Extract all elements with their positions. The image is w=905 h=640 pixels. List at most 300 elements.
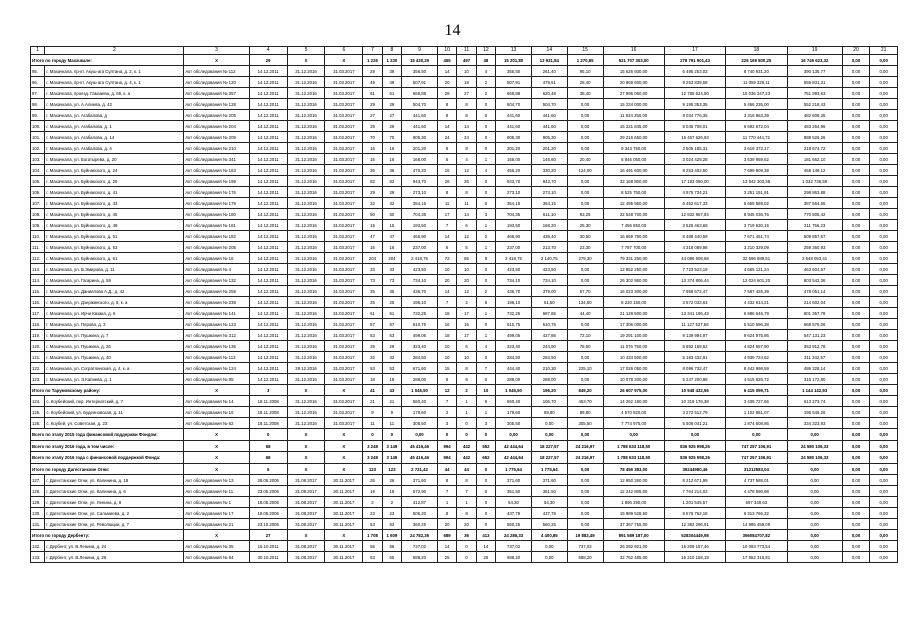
table-cell: 0 [437, 429, 456, 441]
address-cell: г. Дербент, ул. В.Ленина, д. 26 [45, 552, 184, 563]
table-cell: 905,30 [402, 132, 438, 143]
table-cell: X [184, 452, 249, 464]
table-cell: 14.12.2011 [249, 297, 287, 308]
row-number: 129. [31, 497, 45, 508]
table-cell: 61 [363, 308, 382, 319]
row-number: 116. [31, 297, 45, 308]
table-cell: 0 [457, 552, 476, 563]
table-cell: 57,70 [567, 286, 603, 297]
table-cell: 56 [382, 541, 401, 552]
table-cell: 610,75 [496, 319, 532, 330]
table-cell: 0,00 [870, 121, 898, 132]
table-cell: 499,06 [402, 330, 438, 341]
column-index-cell: 19 [787, 47, 842, 55]
table-cell: X [287, 55, 325, 66]
table-cell: 14.12.2011 [249, 209, 287, 220]
table-cell: 1 [476, 220, 495, 231]
table-cell: 7 671 451,74 [726, 231, 787, 242]
table-cell: 30.11.2017 [325, 486, 363, 497]
table-cell: 0,00 [870, 209, 898, 220]
table-cell: 5 [476, 297, 495, 308]
table-cell: 53 [382, 363, 401, 374]
table-cell: 31.03.2017 [325, 341, 363, 352]
table-cell: 11 127 527,56 [664, 319, 725, 330]
table-cell: 8 [437, 187, 456, 198]
table-cell: 210,30 [531, 363, 567, 374]
table-cell: 371,60 [531, 475, 567, 486]
table-cell: 0,00 [842, 220, 870, 231]
table-cell: 0 [457, 541, 476, 552]
table-cell: 4 [476, 341, 495, 352]
table-cell: 0,00 [842, 418, 870, 429]
table-cell: 8 045 708,01 [664, 121, 725, 132]
table-cell: 31.03.2017 [325, 165, 363, 176]
table-row [31, 121, 898, 132]
column-index-row [31, 47, 898, 55]
table-cell: 10 319 176,38 [664, 396, 725, 407]
table-cell: Акт обследования № 123 [184, 319, 249, 330]
table-cell: Акт обследования № 128 [184, 99, 249, 110]
table-row [31, 77, 898, 88]
table-cell: 734,10 [402, 275, 438, 286]
column-index-cell: 16 [603, 47, 664, 55]
table-cell: 196,10 [402, 297, 438, 308]
table-cell: 19 883,49 [567, 530, 603, 541]
table-cell: 14.12.2011 [249, 110, 287, 121]
table-cell: 14.12.2011 [249, 275, 287, 286]
table-cell: 10 [437, 264, 456, 275]
table-row [31, 88, 898, 99]
table-cell: 31.03.2017 [325, 110, 363, 121]
table-cell: 3 438 727,66 [726, 396, 787, 407]
table-cell: 70 [363, 132, 382, 143]
table-cell: 734,10 [496, 275, 532, 286]
table-cell: 21 [382, 396, 401, 407]
table-cell: 2 418,75 [496, 253, 532, 264]
table-cell: 31.12.2016 [287, 88, 325, 99]
table-cell: Акт обследования № 136 [184, 341, 249, 352]
table-cell: 0,00 [567, 176, 603, 187]
table-cell: 11 [382, 418, 401, 429]
table-cell: 747 257 106,91 [726, 452, 787, 464]
table-cell: 29 [249, 55, 287, 66]
table-cell: 32 [363, 352, 382, 363]
table-cell: 50 [382, 209, 401, 220]
table-cell: 305,50 [567, 418, 603, 429]
table-cell: 8 [476, 253, 495, 264]
table-cell: 30.11.2017 [325, 508, 363, 519]
table-cell: 31.03.2017 [325, 297, 363, 308]
column-index-cell: 18 [726, 47, 787, 55]
table-cell: 560,40 [496, 396, 532, 407]
table-cell: 31.03.2017 [325, 275, 363, 286]
table-cell: 30.11.2017 [325, 497, 363, 508]
table-cell: 3 024 428,28 [664, 154, 725, 165]
table-cell: 14 985 459,09 [726, 519, 787, 530]
table-cell: 6 [437, 242, 456, 253]
table-cell: 483 264,96 [787, 121, 842, 132]
table-cell: 53 [363, 330, 382, 341]
table-cell: 0,00 [870, 253, 898, 264]
table-cell: 11 [457, 198, 476, 209]
table-cell: 3 149 [382, 452, 401, 464]
table-row [31, 541, 898, 552]
table-cell: Акт обследования № 1 [184, 497, 249, 508]
row-number: 101. [31, 132, 45, 143]
table-cell: 15 [437, 363, 456, 374]
table-row [31, 242, 898, 253]
table-cell: Акт обследования № 124 [184, 363, 249, 374]
table-cell: 14.12.2011 [249, 242, 287, 253]
table-cell: 14.12.2011 [249, 187, 287, 198]
table-cell: 311 342,57 [787, 352, 842, 363]
table-cell: 16 745 623,32 [787, 55, 842, 66]
table-cell: 166,00 [496, 154, 532, 165]
table-row [31, 308, 898, 319]
table-cell: 1 [476, 330, 495, 341]
table-cell: 4 318 089,98 [664, 242, 725, 253]
table-cell: 19 291 100,00 [603, 330, 664, 341]
column-index-cell: 9 [402, 47, 438, 55]
table-cell: 1 788 633 118,50 [603, 452, 664, 464]
table-cell: 1 708 [363, 530, 382, 541]
table-cell: 48 [476, 55, 495, 66]
table-cell: 23.10.2006 [249, 519, 287, 530]
table-cell: 31.08.2017 [287, 475, 325, 486]
table-cell: 0,00 [870, 341, 898, 352]
table-cell: 5 466 235,00 [726, 99, 787, 110]
table-cell: 6 415 099,71 [726, 385, 787, 396]
table-cell: 547 131,23 [787, 330, 842, 341]
table-cell: 22 548 700,00 [603, 209, 664, 220]
table-cell: 1 [457, 396, 476, 407]
table-cell: 671,60 [402, 363, 438, 374]
table-cell: 24 216,97 [567, 452, 603, 464]
table-cell: 8 [457, 475, 476, 486]
table-cell: 68 [249, 441, 287, 452]
table-row [31, 165, 898, 176]
table-cell: 18.05.2006 [249, 497, 287, 508]
table-cell: 836 925 998,26 [664, 441, 725, 452]
table-cell: 305,50 [496, 418, 532, 429]
table-cell: 14.12.2011 [249, 319, 287, 330]
table-cell: 2 [382, 497, 401, 508]
table-cell: 0,00 [567, 198, 603, 209]
table-cell: 0,00 [496, 429, 532, 441]
table-cell: 0,00 [870, 396, 898, 407]
table-cell: 10 434 500,00 [603, 352, 664, 363]
table-cell: Акт обследования № 113 [184, 352, 249, 363]
table-cell: 0,00 [842, 319, 870, 330]
table-cell: 0,00 [870, 66, 898, 77]
column-index-cell: 13 [496, 47, 532, 55]
table-cell: 479,51 [531, 77, 567, 88]
table-cell: Акт обследования № 199 [184, 176, 249, 187]
table-cell: 5 247 200,88 [664, 374, 725, 385]
table-cell: 801 357,78 [787, 308, 842, 319]
row-number: 128. [31, 486, 45, 497]
table-cell: 31.12.2016 [287, 352, 325, 363]
table-cell: 0 [476, 519, 495, 530]
table-cell: 288,00 [531, 374, 567, 385]
address-cell: г. Махачкала, ул. Пушкина, д. 26 [45, 341, 184, 352]
table-cell: Акт обследования № 11 [184, 486, 249, 497]
table-cell: 27 [249, 530, 287, 541]
table-cell: 7 958 672,47 [664, 286, 725, 297]
table-cell: X [287, 464, 325, 475]
table-cell: 2 [476, 77, 495, 88]
table-row [31, 275, 898, 286]
table-cell: 204 [363, 253, 382, 264]
table-cell: 620,48 [531, 88, 567, 99]
table-cell: 0,00 [402, 429, 438, 441]
table-cell: 0,00 [842, 429, 870, 441]
table-cell: 737,02 [402, 541, 438, 552]
table-cell: 0,00 [870, 385, 898, 396]
table-cell: 3 210 329,09 [726, 242, 787, 253]
table-cell: 572,90 [402, 486, 438, 497]
table-cell: 0,00 [567, 132, 603, 143]
table-cell: 14.12.2011 [249, 77, 287, 88]
table-row [31, 519, 898, 530]
table-cell: 284,50 [496, 352, 532, 363]
table-cell: 0,00 [842, 330, 870, 341]
table-cell: 1 [437, 497, 456, 508]
table-cell: 943,70 [531, 176, 567, 187]
table-cell: 351,50 [496, 486, 532, 497]
table-cell: 31.08.2017 [287, 497, 325, 508]
table-cell: 5 [457, 242, 476, 253]
table-cell: 4 737 588,01 [726, 475, 787, 486]
table-cell: 8 253 402,50 [664, 165, 725, 176]
table-cell: 13 942 303,38 [726, 176, 787, 187]
table-cell: 16 209 157,46 [664, 541, 725, 552]
table-cell: 610,75 [531, 319, 567, 330]
table-cell: 14 [437, 66, 456, 77]
table-cell: Акт обследования № 180 [184, 209, 249, 220]
table-cell: 444,40 [496, 363, 532, 374]
table-cell: 36 [363, 165, 382, 176]
table-cell: 12 495 950,00 [603, 198, 664, 209]
table-cell: 31.12.2016 [287, 154, 325, 165]
table-cell: 10 [457, 66, 476, 77]
table-cell: 0,00 [787, 530, 842, 541]
table-cell: 16 [382, 143, 401, 154]
table-cell: 78,50 [567, 341, 603, 352]
table-cell: 14.12.2011 [249, 220, 287, 231]
table-cell: 15 [363, 220, 382, 231]
table-cell: 0,00 [870, 374, 898, 385]
table-cell: 0,00 [567, 486, 603, 497]
table-cell: 31.12.2016 [287, 77, 325, 88]
table-cell: 7 587 426,39 [726, 286, 787, 297]
table-cell: 39244980,46 [664, 464, 725, 475]
table-cell: 0,00 [842, 154, 870, 165]
table-cell: X [287, 385, 325, 396]
subtotal-row [31, 464, 898, 475]
table-cell: 16 491 600,00 [603, 165, 664, 176]
table-cell: 0,00 [870, 330, 898, 341]
table-cell: 15 221 645,00 [603, 121, 664, 132]
table-row [31, 508, 898, 519]
table-cell: 0,00 [842, 486, 870, 497]
table-cell: 70 [382, 132, 401, 143]
table-cell: 10 [437, 352, 456, 363]
address-cell: г. Дагестанские Огни, ул. Ленина, д. 8 [45, 497, 184, 508]
table-cell: 36 [457, 530, 476, 541]
table-cell: 6 692 672,04 [726, 121, 787, 132]
table-cell: 0,00 [842, 508, 870, 519]
table-cell: 9 [382, 407, 401, 418]
table-cell: 704,35 [496, 209, 532, 220]
table-cell: 0,00 [870, 77, 898, 88]
table-cell: 7 [476, 363, 495, 374]
table-cell: 47 [363, 231, 382, 242]
table-cell: 441,60 [496, 110, 532, 121]
address-cell: г. Махачкала, ул. Перова, д. 3 [45, 319, 184, 330]
table-cell: Акт обследования № 17 [184, 508, 249, 519]
table-cell: 0,00 [842, 209, 870, 220]
table-cell: 486 328,14 [787, 363, 842, 374]
table-cell: 0,00 [842, 88, 870, 99]
table-cell: 0,00 [870, 418, 898, 429]
table-cell: 284,50 [531, 352, 567, 363]
table-cell: 0,00 [870, 198, 898, 209]
table-cell: 0,00 [531, 429, 567, 441]
table-cell: 31.03.2017 [325, 352, 363, 363]
table-cell: 179,60 [402, 407, 438, 418]
table-cell: 0,00 [567, 110, 603, 121]
table-cell: 0 [476, 497, 495, 508]
table-cell: 0,00 [870, 530, 898, 541]
table-cell: 25,30 [567, 220, 603, 231]
table-cell: 19 [382, 486, 401, 497]
table-cell: 0 [476, 352, 495, 363]
table-cell: 0,00 [870, 497, 898, 508]
table-cell: 56 [363, 541, 382, 552]
table-cell: 17 306 000,00 [603, 319, 664, 330]
table-cell: Акт обследования № 120 [184, 77, 249, 88]
table-cell: 31.03.2017 [325, 143, 363, 154]
table-cell: 44,40 [567, 308, 603, 319]
table-cell: 225,10 [567, 363, 603, 374]
table-cell: 193,50 [496, 220, 532, 231]
table-cell: 0,00 [842, 77, 870, 88]
table-cell: 0,00 [842, 475, 870, 486]
table-cell: Акт обследования № 132 [184, 275, 249, 286]
address-cell: г. Дагестанские Огни, ул. Калинина, д. 18 [45, 475, 184, 486]
table-cell: 166,00 [402, 154, 438, 165]
table-cell: 14.12.2011 [249, 176, 287, 187]
table-cell: 20 [437, 275, 456, 286]
table-cell: 0 [476, 475, 495, 486]
table-cell: 0 [457, 418, 476, 429]
table-cell: 196,10 [496, 297, 532, 308]
table-cell: 0,00 [842, 165, 870, 176]
table-cell: 17 [437, 209, 456, 220]
table-cell: 25 [476, 552, 495, 563]
table-cell: 15.10.2011 [249, 541, 287, 552]
table-cell: 181 662,10 [787, 154, 842, 165]
table-cell: 8 [437, 110, 456, 121]
table-row [31, 176, 898, 187]
address-cell: г. Махачкала, ул. Согратлинская, д. 4, к. а [45, 363, 184, 374]
table-cell: 15 989 528,50 [603, 508, 664, 519]
table-cell: 610,75 [402, 319, 438, 330]
row-number: 95. [31, 66, 45, 77]
table-cell: 15 [382, 220, 401, 231]
table-cell: 0,00 [870, 475, 898, 486]
table-cell: 3 248 [363, 441, 382, 452]
table-cell: 31.12.2016 [287, 187, 325, 198]
table-cell: 7 699 909,38 [726, 165, 787, 176]
table-cell: 21 [363, 396, 382, 407]
table-cell: 0,00 [567, 464, 603, 475]
table-cell: X [325, 429, 363, 441]
table-cell: 106,70 [531, 396, 567, 407]
table-row [31, 363, 898, 374]
table-cell: 17 026 050,00 [603, 363, 664, 374]
table-cell: 732,25 [402, 308, 438, 319]
table-cell: 237,00 [496, 242, 532, 253]
table-cell: 315 172,80 [787, 374, 842, 385]
table-cell: 31.03.2017 [325, 132, 363, 143]
table-cell: 31.03.2017 [325, 264, 363, 275]
table-cell: 8 945 036,76 [726, 209, 787, 220]
address-cell: г. Махачкала, ул. Буйнакского, д. 61 [45, 253, 184, 264]
table-cell: 0,00 [787, 497, 842, 508]
table-cell: 0,00 [842, 374, 870, 385]
table-cell: 89,80 [531, 407, 567, 418]
table-row [31, 198, 898, 209]
table-cell: 41 [363, 385, 382, 396]
table-cell: 13 341 196,43 [664, 308, 725, 319]
address-cell: г. Махачкала, ул. Дзержинского, д. 8, к. а [45, 297, 184, 308]
row-number: 113. [31, 264, 45, 275]
table-cell: 354,15 [496, 198, 532, 209]
table-cell: 31.03.2017 [325, 253, 363, 264]
table-cell: 0,00 [870, 154, 898, 165]
column-index-cell: 20 [842, 47, 870, 55]
table-cell: 1 [476, 407, 495, 418]
table-cell: 16 457 626,93 [664, 132, 725, 143]
table-cell: Акт обследования № 4 [184, 264, 249, 275]
table-cell: 78 456 383,00 [603, 464, 664, 475]
table-row [31, 286, 898, 297]
table-cell: 465,90 [402, 231, 438, 242]
table-cell: 15 430,29 [402, 55, 438, 66]
table-cell: 455 [437, 55, 456, 66]
table-cell: 31.08.2017 [287, 552, 325, 563]
column-index-cell: 15 [567, 47, 603, 55]
table-cell: 14.12.2011 [249, 99, 287, 110]
table-cell: 1 201 545,57 [664, 497, 725, 508]
table-cell: 423,50 [402, 264, 438, 275]
column-index-cell: 1 [31, 47, 45, 55]
table-cell: 31.03.2017 [325, 374, 363, 385]
table-cell: 0,00 [870, 297, 898, 308]
table-cell: 16 [457, 319, 476, 330]
table-cell: 552 [476, 441, 495, 452]
table-cell: 32 [382, 352, 401, 363]
table-cell: 0,00 [567, 275, 603, 286]
table-cell: 0,00 [870, 231, 898, 242]
table-cell: 3 [476, 418, 495, 429]
table-cell: 0,00 [842, 385, 870, 396]
table-cell: 371,60 [402, 475, 438, 486]
address-cell: г. Дагестанские Огни, ул. Сальмиева, д. 2 [45, 508, 184, 519]
table-cell: 31.12.2016 [287, 198, 325, 209]
